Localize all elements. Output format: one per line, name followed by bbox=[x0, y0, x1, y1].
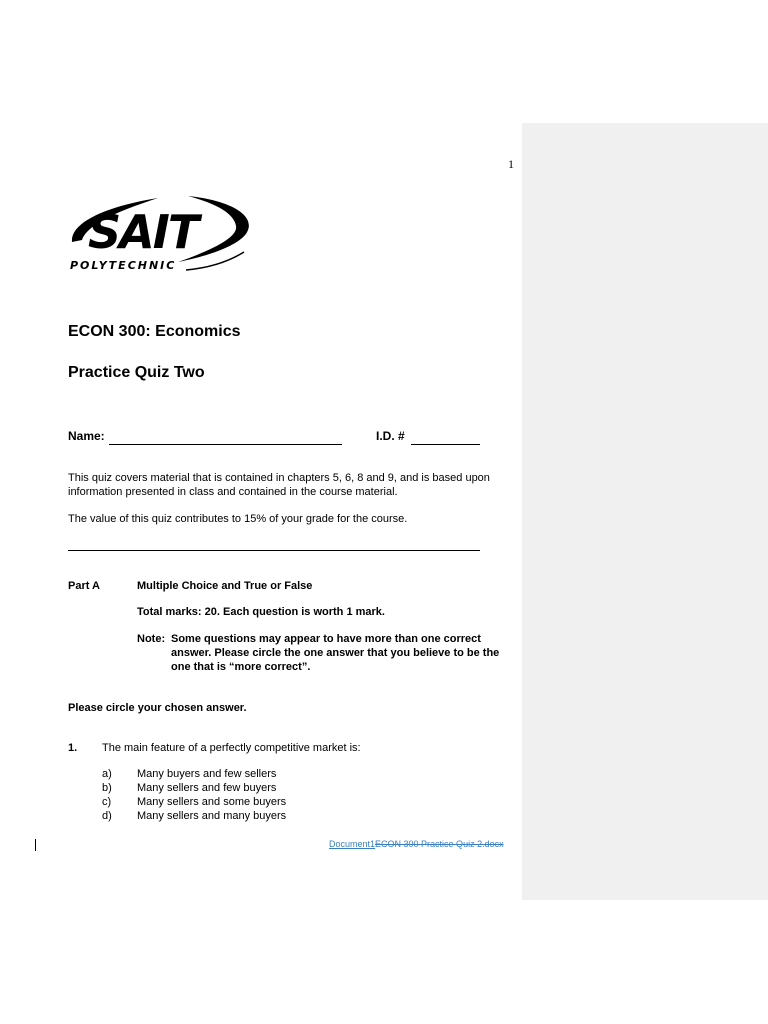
sait-logo bbox=[68, 192, 252, 274]
footer-inserted-text: Document1 bbox=[329, 839, 376, 849]
svg-text:SAIT: SAIT bbox=[88, 205, 198, 259]
option-text: Many buyers and few sellers bbox=[137, 768, 277, 780]
value-paragraph: The value of this quiz contributes to 15% of your grade for the course. bbox=[68, 513, 408, 525]
footer-filename[interactable] bbox=[329, 839, 504, 849]
section-divider bbox=[68, 550, 480, 551]
page-number: 1 bbox=[508, 157, 514, 171]
option-text: Many sellers and many buyers bbox=[137, 810, 287, 822]
note-text: Some questions may appear to have more than one correct answer. Please circle the one answer that you believe to be the one that is “more correct”. bbox=[171, 633, 500, 673]
question-number: 1. bbox=[68, 742, 78, 754]
instruction: Please circle your chosen answer. bbox=[68, 702, 247, 714]
option-letter: d) bbox=[102, 810, 112, 822]
option-letter: b) bbox=[102, 782, 112, 794]
text-cursor bbox=[35, 839, 36, 851]
part-a-heading: Multiple Choice and True or False bbox=[137, 580, 313, 592]
id-label: I.D. # bbox=[376, 429, 405, 443]
option-text: Many sellers and few buyers bbox=[137, 782, 277, 794]
note-label: Note: bbox=[137, 633, 166, 645]
course-title: ECON 300: Economics bbox=[68, 323, 241, 340]
quiz-title: Practice Quiz Two bbox=[68, 364, 205, 381]
comment-pane bbox=[522, 123, 768, 900]
id-field-line[interactable] bbox=[411, 444, 480, 445]
option-letter: c) bbox=[102, 796, 112, 808]
name-label: Name: bbox=[68, 429, 105, 443]
question-text: The main feature of a perfectly competitive market is: bbox=[102, 742, 361, 754]
option-text: Many sellers and some buyers bbox=[137, 796, 287, 808]
name-field-line[interactable] bbox=[109, 444, 342, 445]
option-letter: a) bbox=[102, 768, 112, 780]
footer-deleted-text: ECON 300 Practice Quiz 2.docx bbox=[375, 839, 504, 849]
svg-text:POLYTECHNIC: POLYTECHNIC bbox=[70, 259, 177, 272]
coverage-paragraph: This quiz covers material that is contained in chapters 5, 6, 8 and 9, and is based upon information presented in class and contained in the course material. bbox=[68, 472, 490, 498]
part-a-label: Part A bbox=[68, 580, 100, 592]
marks-info: Total marks: 20. Each question is worth 1 mark. bbox=[137, 606, 385, 618]
